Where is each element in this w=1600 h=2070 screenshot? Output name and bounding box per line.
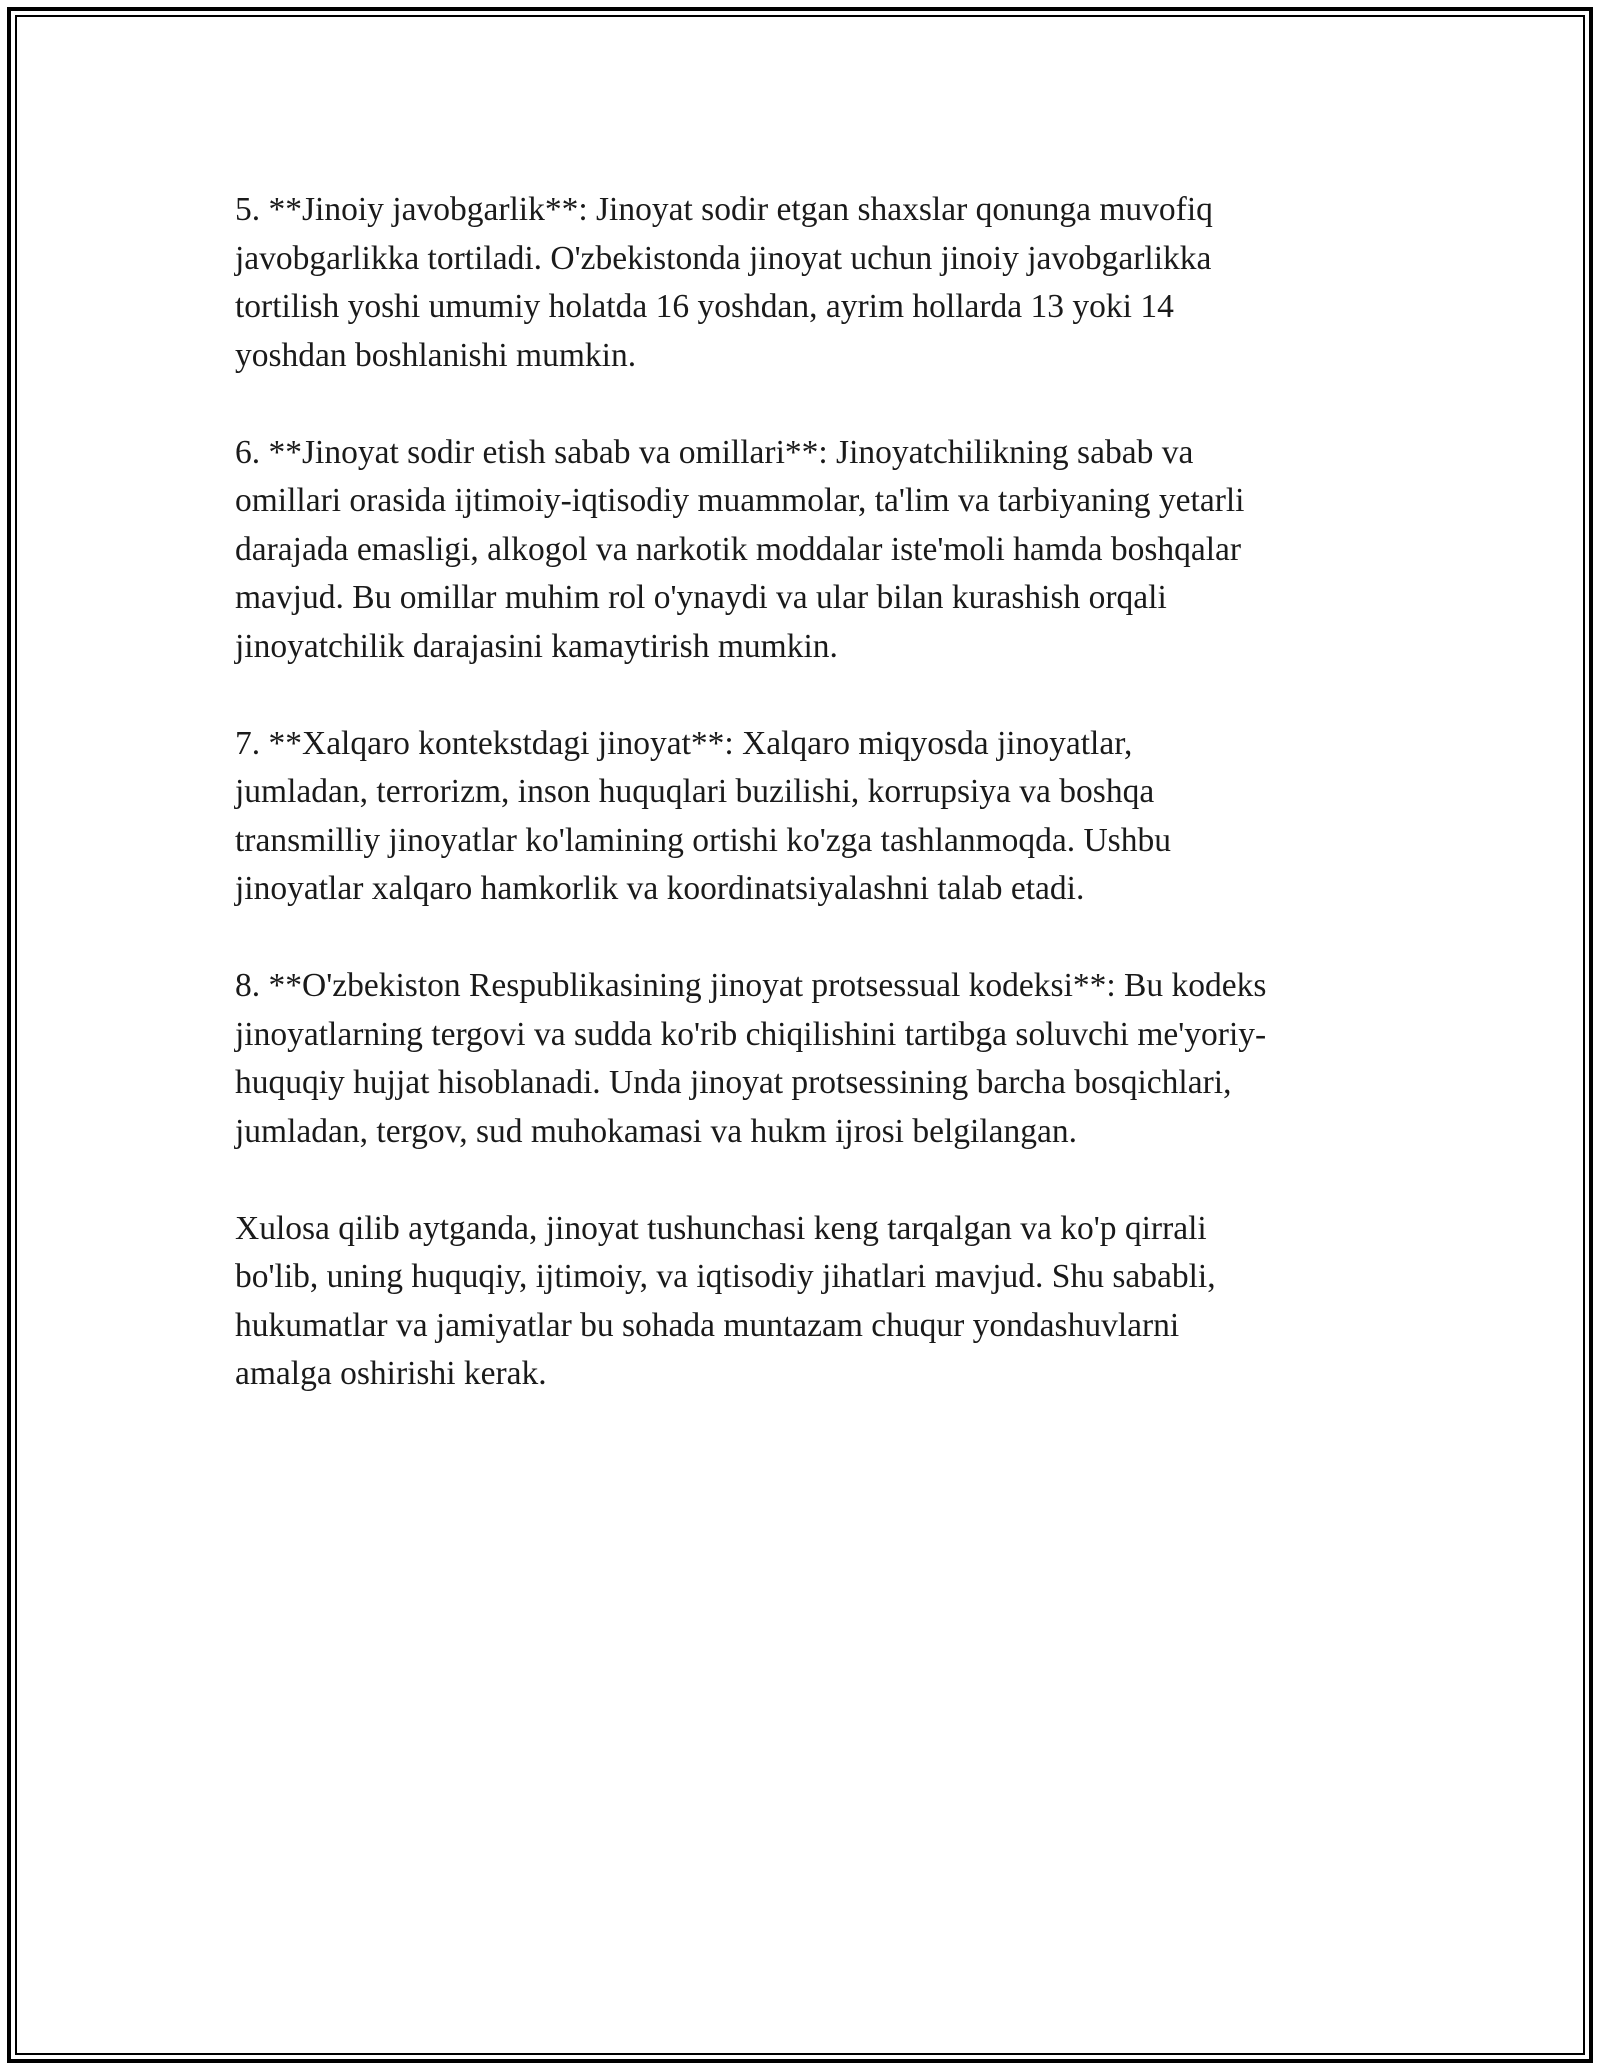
text-line: omillari orasida ijtimoiy-iqtisodiy muammolar, ta'lim va tarbiyaning yetarli <box>235 482 1245 519</box>
text-line: 5. **Jinoiy javobgarlik**: Jinoyat sodir etgan shaxslar qonunga muvofiq <box>235 191 1213 228</box>
text-line: darajada emasligi, alkogol va narkotik moddalar iste'moli hamda boshqalar <box>235 530 1242 568</box>
text-line: mavjud. Bu omillar muhim rol o'ynaydi va ular bilan kurashish orqali <box>235 579 1167 616</box>
paragraph-item-6 <box>235 429 1385 672</box>
text-line: 6. **Jinoyat sodir etish sabab va omillari**: Jinoyatchilikning sabab va <box>235 433 1194 471</box>
text-line: jumladan, tergov, sud muhokamasi va hukm ijrosi belgilangan. <box>235 1112 1078 1150</box>
text-line: tortilish yoshi umumiy holatda 16 yoshdan, ayrim hollarda 13 yoki 14 <box>235 288 1174 325</box>
text-line: huquqiy hujjat hisoblanadi. Unda jinoyat protsessining barcha bosqichlari, <box>235 1064 1232 1101</box>
paragraph-item-5 <box>235 186 1385 380</box>
text-line: jinoyatlar xalqaro hamkorlik va koordinatsiyalashni talab etadi. <box>235 870 1085 907</box>
text-line: 8. **O'zbekiston Respublikasining jinoyat protsessual kodeksi**: Bu kodeks <box>235 967 1267 1004</box>
text-line: jinoyatchilik darajasini kamaytirish mumkin. <box>235 627 838 665</box>
text-line: jinoyatlarning tergovi va sudda ko'rib chiqilishini tartibga soluvchi me'yoriy- <box>235 1015 1267 1053</box>
document-body <box>235 186 1385 1399</box>
paragraph-item-8 <box>235 962 1385 1156</box>
paragraph-item-7 <box>235 720 1385 914</box>
text-line: 7. **Xalqaro kontekstdagi jinoyat**: Xalqaro miqyosda jinoyatlar, <box>235 724 1133 762</box>
text-line: amalga oshirishi kerak. <box>235 1355 547 1392</box>
text-line: yoshdan boshlanishi mumkin. <box>235 336 637 374</box>
text-line: transmilliy jinoyatlar ko'lamining ortishi ko'zga tashlanmoqda. Ushbu <box>235 821 1171 859</box>
text-line: bo'lib, uning huquqiy, ijtimoiy, va iqtisodiy jihatlari mavjud. Shu sababli, <box>235 1258 1216 1295</box>
text-line: javobgarlikka tortiladi. O'zbekistonda jinoyat uchun jinoiy javobgarlikka <box>235 239 1212 277</box>
text-line: hukumatlar va jamiyatlar bu sohada muntazam chuqur yondashuvlarni <box>235 1306 1180 1344</box>
text-line: Xulosa qilib aytganda, jinoyat tushunchasi keng tarqalgan va ko'p qirrali <box>235 1209 1207 1247</box>
text-line: jumladan, terrorizm, inson huquqlari buzilishi, korrupsiya va boshqa <box>235 773 1155 810</box>
paragraph-conclusion <box>235 1205 1385 1399</box>
